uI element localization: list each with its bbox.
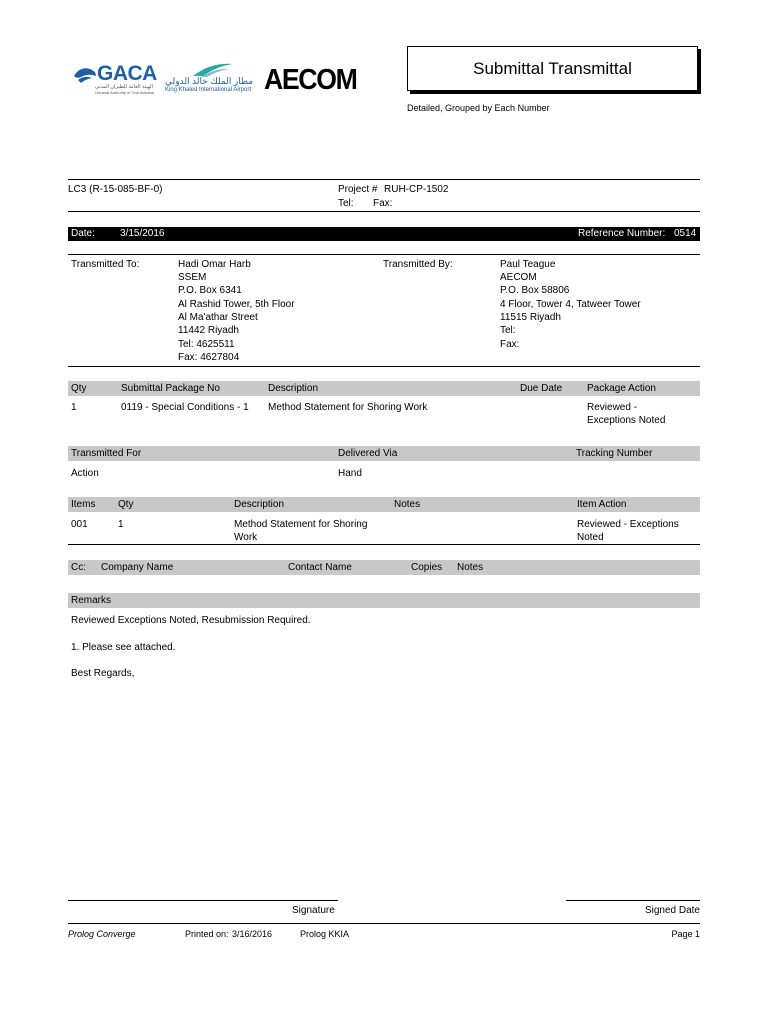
address-line: Al Rashid Tower, 5th Floor bbox=[178, 299, 295, 310]
column-header-item-action: Item Action bbox=[577, 499, 627, 510]
item-description-line: Work bbox=[234, 532, 258, 543]
remarks-label: Remarks bbox=[71, 595, 112, 606]
column-header-transmitted-for: Transmitted For bbox=[71, 448, 142, 459]
column-header-package-no: Submittal Package No bbox=[121, 383, 220, 394]
package-table-header bbox=[68, 381, 700, 396]
date-value: 3/15/2016 bbox=[120, 228, 165, 239]
gaca-arabic-text: الهيئة العامة للطيران المدني bbox=[95, 84, 153, 90]
item-action-line: Reviewed - Exceptions bbox=[577, 519, 679, 530]
column-header-qty: Qty bbox=[118, 499, 134, 510]
gaca-subtitle: General Authority of Civil Aviation bbox=[95, 90, 155, 95]
kkia-logo bbox=[165, 62, 255, 98]
remarks-line: Best Regards, bbox=[71, 668, 135, 679]
footer-rule bbox=[68, 923, 700, 924]
table-row bbox=[68, 401, 700, 431]
item-qty: 1 bbox=[118, 519, 124, 530]
address-line: 11442 Riyadh bbox=[178, 325, 239, 336]
column-header-description: Description bbox=[234, 499, 285, 510]
package-number: 0119 - Special Conditions - 1 bbox=[121, 402, 249, 413]
address-line: AECOM bbox=[500, 272, 537, 283]
transmitted-for-value: Action bbox=[71, 468, 99, 479]
item-action-line: Noted bbox=[577, 532, 604, 543]
date-label: Date: bbox=[71, 228, 95, 239]
gaca-wordmark: GACA bbox=[97, 62, 157, 85]
item-description-line: Method Statement for Shoring bbox=[234, 519, 368, 530]
column-header-notes: Notes bbox=[457, 562, 484, 573]
footer-site: Prolog KKIA bbox=[300, 929, 350, 939]
transmitted-by-label: Transmitted By: bbox=[383, 259, 453, 270]
signature-line bbox=[68, 900, 338, 901]
address-line: Fax: 4627804 bbox=[178, 352, 240, 363]
table-row bbox=[68, 467, 700, 483]
package-description: Method Statement for Shoring Work bbox=[268, 402, 428, 413]
project-label: Project # bbox=[338, 184, 378, 195]
column-header-delivered-via: Delivered Via bbox=[338, 448, 398, 459]
package-action-line: Exceptions Noted bbox=[587, 415, 666, 426]
gaca-emblem-icon bbox=[72, 64, 98, 86]
column-header-copies: Copies bbox=[411, 562, 443, 573]
package-action-line: Reviewed - bbox=[587, 402, 638, 413]
remarks-line: 1. Please see attached. bbox=[71, 642, 176, 653]
address-top-rule bbox=[68, 254, 700, 255]
address-line: Al Ma'athar Street bbox=[178, 312, 258, 323]
page-title: Submittal Transmittal bbox=[473, 58, 632, 78]
transmittal-table-header bbox=[68, 446, 700, 461]
title-box bbox=[407, 46, 698, 91]
column-header-due-date: Due Date bbox=[520, 383, 563, 394]
signed-date-label: Signed Date bbox=[644, 905, 700, 916]
footer-printed-label: Printed on: bbox=[185, 929, 229, 939]
item-number: 001 bbox=[71, 519, 88, 530]
address-line: Fax: bbox=[500, 339, 520, 350]
address-line: 4 Floor, Tower 4, Tatweer Tower bbox=[500, 299, 641, 310]
footer-printed-date: 3/16/2016 bbox=[232, 929, 273, 939]
remarks-line: Reviewed Exceptions Noted, Resubmission Required. bbox=[71, 615, 311, 626]
remarks-header bbox=[68, 593, 700, 608]
column-header-description: Description bbox=[268, 383, 319, 394]
address-line: Tel: bbox=[500, 325, 516, 336]
aecom-logo: AECOM bbox=[264, 64, 357, 96]
signed-date-line bbox=[566, 900, 700, 901]
column-header-notes: Notes bbox=[394, 499, 421, 510]
transmitted-to-label: Transmitted To: bbox=[71, 259, 140, 270]
address-line: P.O. Box 58806 bbox=[500, 285, 570, 296]
project-bottom-rule bbox=[68, 211, 700, 212]
signature-label: Signature bbox=[292, 905, 335, 916]
package-qty: 1 bbox=[71, 402, 77, 413]
address-line: SSEM bbox=[178, 272, 207, 283]
items-table-header bbox=[68, 497, 700, 512]
column-header-cc: Cc: bbox=[71, 562, 86, 573]
reference-label: Reference Number: bbox=[578, 228, 666, 239]
cc-table-header bbox=[68, 560, 700, 575]
address-line: Tel: 4625511 bbox=[178, 339, 235, 350]
footer-page-number: Page 1 bbox=[671, 929, 700, 939]
table-row bbox=[68, 518, 700, 544]
column-header-package-action: Package Action bbox=[587, 383, 656, 394]
footer-app-name: Prolog Converge bbox=[68, 929, 136, 939]
project-tel-label: Tel: bbox=[338, 198, 354, 209]
project-number: RUH-CP-1502 bbox=[384, 184, 449, 195]
items-bottom-rule bbox=[68, 544, 700, 545]
page-subtitle: Detailed, Grouped by Each Number bbox=[407, 103, 550, 113]
project-top-rule bbox=[68, 179, 700, 180]
column-header-tracking-number: Tracking Number bbox=[576, 448, 653, 459]
column-header-contact-name: Contact Name bbox=[288, 562, 352, 573]
address-bottom-rule bbox=[68, 366, 700, 367]
column-header-items: Items bbox=[71, 499, 96, 510]
lc-number: LC3 (R-15-085-BF-0) bbox=[68, 184, 163, 195]
reference-number: 0514 bbox=[674, 228, 697, 239]
kkia-arabic-text: مطار الملك خالد الدولي bbox=[165, 76, 254, 86]
column-header-company-name: Company Name bbox=[101, 562, 174, 573]
address-line: Paul Teague bbox=[500, 259, 556, 270]
column-header-qty: Qty bbox=[71, 383, 87, 394]
kkia-wordmark: King Khaled International Airport bbox=[165, 87, 252, 93]
address-line: P.O. Box 6341 bbox=[178, 285, 242, 296]
address-line: 11515 Riyadh bbox=[500, 312, 561, 323]
address-line: Hadi Omar Harb bbox=[178, 259, 251, 270]
project-fax-label: Fax: bbox=[373, 198, 393, 209]
delivered-via-value: Hand bbox=[338, 468, 362, 479]
date-bar bbox=[68, 227, 700, 241]
